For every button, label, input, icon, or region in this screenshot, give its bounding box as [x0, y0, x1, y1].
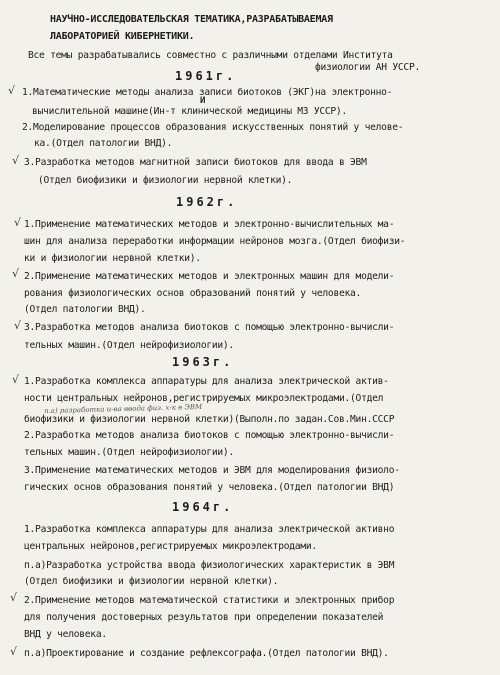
- check-mark: √: [10, 645, 18, 658]
- intro-line-1: Все темы разрабатывались совместно с различными отделами Института: [28, 50, 393, 61]
- item-1964-1-pa-cont: (Отдел биофизики и физиологии нервной клетки).: [24, 576, 279, 587]
- item-1963-1-cont2: биофизики и физиологии нервной клетки)(Выполн.по задан.Сов.Мин.СССР: [24, 414, 395, 425]
- item-1964-2: 2.Применение методов математической статистики и электронных прибор: [24, 595, 395, 606]
- item-1964-1-pa: п.а)Разработка устройства ввода физиологических характеристик в ЭВМ: [24, 560, 395, 571]
- item-1964-2-cont2: ВНД у человека.: [24, 629, 107, 640]
- item-1964-1-cont: центральных нейронов,регистрируемых микроэлектродами.: [24, 541, 317, 552]
- check-mark: √: [8, 84, 16, 97]
- item-1962-2: 2.Применение математических методов и электронных машин для модели-: [24, 271, 395, 282]
- check-mark: √: [12, 154, 20, 167]
- check-mark: √: [10, 591, 18, 604]
- check-mark: √: [14, 216, 22, 229]
- check-mark: √: [12, 373, 20, 386]
- item-1963-1-cont: ности центральных нейронов,регистрируемых микроэлектродами.(Отдел: [24, 393, 384, 404]
- item-1961-2: 2.Моделирование процессов образования искусственных понятий у челове-: [22, 122, 404, 133]
- handwritten-note: п.а) разработка и-ва ввода физ. х-к в ЭВМ: [43, 402, 203, 416]
- item-1961-1-cont: вычислительной машине(Ин-т клинической медицины МЗ УССР).: [32, 106, 347, 117]
- item-1964-2-cont: для получения достоверных результатов при определении показателей: [24, 612, 384, 623]
- year-heading-1962: 1962г.: [176, 195, 238, 209]
- item-1963-2: 2.Разработка методов анализа биотоков с помощью электронно-вычисли-: [24, 430, 395, 441]
- item-1961-2-cont: ка.(Отдел патологии ВНД).: [34, 138, 173, 149]
- intro-line-2: физиологии АН УССР.: [315, 62, 420, 73]
- item-1962-1-cont2: ки и физиологии нервной клетки).: [24, 253, 201, 264]
- item-1964-2-pa: п.а)Проектирование и создание рефлексографа.(Отдел патологии ВНД).: [24, 648, 389, 659]
- title-line-1: НАУЧНО-ИССЛЕДОВАТЕЛЬСКАЯ ТЕМАТИКА,РАЗРАБАТЫВАЕМАЯ: [50, 14, 333, 25]
- year-heading-1961: 1961г.: [175, 69, 237, 83]
- check-mark: √: [12, 267, 20, 280]
- item-1962-1-cont: шин для анализа переработки информации нейронов мозга.(Отдел биофизи-: [24, 236, 406, 247]
- item-1962-1: 1.Применение математических методов и электронно-вычислительных ма-: [24, 219, 395, 230]
- item-1962-3-cont: тельных машин.(Отдел нейрофизиологии).: [24, 340, 234, 351]
- item-1963-1: 1.Разработка комплекса аппаратуры для анализа электрической актив-: [24, 376, 389, 387]
- item-1962-2-cont2: (Отдел патологии ВНД).: [24, 304, 146, 315]
- insert-mark: И: [200, 96, 206, 106]
- check-mark: √: [14, 319, 22, 332]
- year-heading-1963: 1963г.: [172, 355, 234, 369]
- title-line-2: ЛАБОРАТОРИЕЙ КИБЕРНЕТИКИ.: [50, 31, 195, 42]
- item-1963-2-cont: тельных машин.(Отдел нейрофизиологии).: [24, 447, 234, 458]
- item-1961-1: 1.Математические методы анализа записи биотоков (ЭКГ)на электронно-: [22, 87, 393, 98]
- item-1962-2-cont: рования физиологических основ образований понятий у человека.: [24, 288, 362, 299]
- item-1962-3: 3.Разработка методов анализа биотоков с помощью электронно-вычисли-: [24, 322, 395, 333]
- item-1963-3: 3.Применение математических методов и ЭВМ для моделирования физиоло-: [24, 465, 400, 476]
- year-heading-1964: 1964г.: [172, 500, 234, 514]
- item-1961-3-cont: (Отдел биофизики и физиологии нервной клетки).: [38, 175, 293, 186]
- item-1961-3: 3.Разработка методов магнитной записи биотоков для ввода в ЭВМ: [24, 157, 367, 168]
- item-1964-1: 1.Разработка комплекса аппаратуры для анализа электрической активно: [24, 524, 395, 535]
- item-1963-3-cont: гических основ образования понятий у человека.(Отдел патологии ВНД): [24, 482, 395, 493]
